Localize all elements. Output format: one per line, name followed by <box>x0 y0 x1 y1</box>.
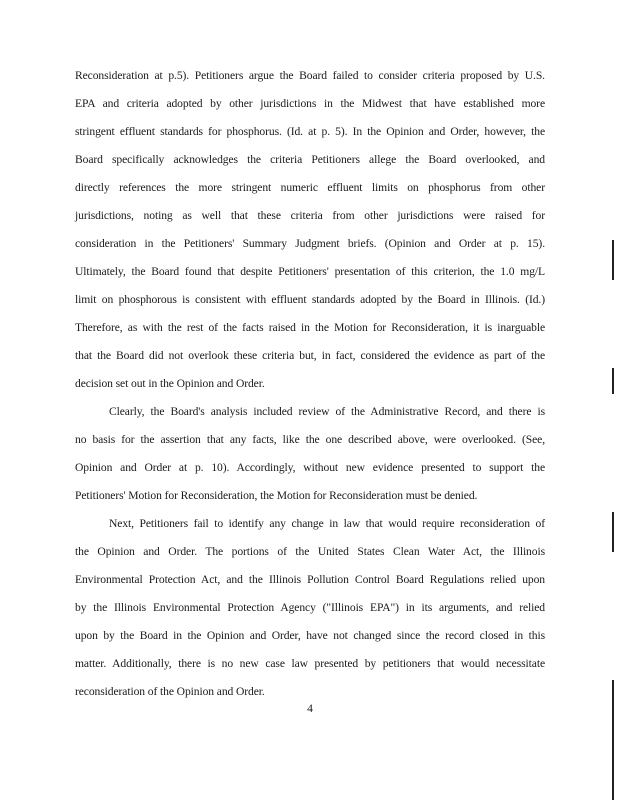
paragraph-2-line: Petitioners' Motion for Reconsideration, the Motion for Reconsideration must be denied. <box>75 489 478 502</box>
paragraph-1-line: consideration in the Petitioners' Summary Judgment briefs. (Opinion and Order at p. 15). <box>75 237 545 250</box>
paragraph-3-line: by the Illinois Environmental Protection Agency ("Illinois EPA") in its arguments, and relied <box>75 601 545 614</box>
margin-scan-mark <box>612 512 614 552</box>
paragraph-1-line: EPA and criteria adopted by other jurisdictions in the Midwest that have established more <box>75 97 545 110</box>
paragraph-1-line: limit on phosphorous is consistent with effluent standards adopted by the Board in Illinois. (Id.) <box>75 293 545 306</box>
paragraph-1-line: jurisdictions, noting as well that these criteria from other jurisdictions were raised for <box>75 209 545 222</box>
page-number: 4 <box>307 702 313 715</box>
paragraph-3-line: Environmental Protection Act, and the Illinois Pollution Control Board Regulations relied upon <box>75 573 545 586</box>
paragraph-3-line: Next, Petitioners fail to identify any change in law that would require reconsideration of <box>109 517 545 530</box>
paragraph-2-line: Clearly, the Board's analysis included review of the Administrative Record, and there is <box>109 405 545 418</box>
paragraph-1-line: Reconsideration at p.5). Petitioners argue the Board failed to consider criteria proposed by U.S. <box>75 69 545 82</box>
paragraph-3-line: the Opinion and Order. The portions of the United States Clean Water Act, the Illinois <box>75 545 545 558</box>
margin-scan-mark <box>612 368 614 394</box>
margin-scan-mark <box>612 680 614 800</box>
paragraph-3-line: reconsideration of the Opinion and Order. <box>75 685 265 698</box>
paragraph-3-line: upon by the Board in the Opinion and Order, have not changed since the record closed in this <box>75 629 545 642</box>
margin-scan-mark <box>612 240 614 280</box>
paragraph-2-line: Opinion and Order at p. 10). Accordingly, without new evidence presented to support the <box>75 461 545 474</box>
paragraph-1-line: Therefore, as with the rest of the facts raised in the Motion for Reconsideration, it is inarguable <box>75 321 545 334</box>
paragraph-1-line: stringent effluent standards for phosphorus. (Id. at p. 5). In the Opinion and Order, however, the <box>75 125 545 138</box>
paragraph-1-line: decision set out in the Opinion and Order. <box>75 377 265 390</box>
paragraph-3-line: matter. Additionally, there is no new case law presented by petitioners that would necessitate <box>75 657 545 670</box>
paragraph-2-line: no basis for the assertion that any facts, like the one described above, were overlooked. (See, <box>75 433 545 446</box>
paragraph-1-line: Board specifically acknowledges the criteria Petitioners allege the Board overlooked, and <box>75 153 545 166</box>
paragraph-1-line: Ultimately, the Board found that despite Petitioners' presentation of this criterion, the 1.0 mg/L <box>75 265 545 278</box>
paragraph-1-line: that the Board did not overlook these criteria but, in fact, considered the evidence as part of the <box>75 349 545 362</box>
paragraph-1-line: directly references the more stringent numeric effluent limits on phosphorus from other <box>75 181 545 194</box>
